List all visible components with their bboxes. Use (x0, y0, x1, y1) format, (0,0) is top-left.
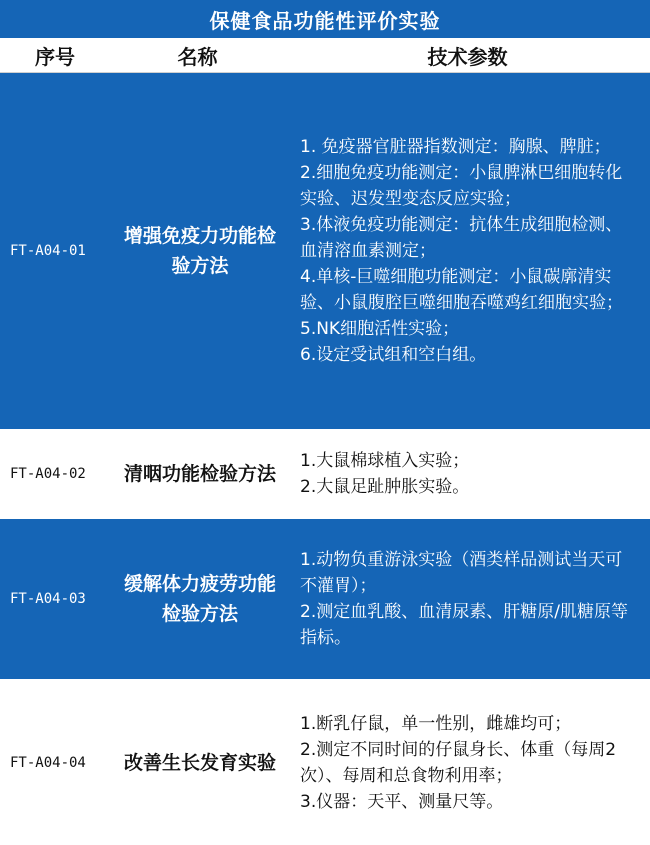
param-line: 3.仪器：天平、测量尺等。 (300, 792, 504, 812)
table-row (0, 681, 650, 845)
row-params (290, 448, 650, 500)
param-line: 1.大鼠棉球植入实验； (300, 451, 470, 471)
param-line: 1.断乳仔鼠，单一性别，雌雄均可； (300, 714, 572, 734)
header-params: 技术参数 (427, 44, 508, 69)
param-line: 6.设定受试组和空白组。 (300, 345, 487, 365)
param-line: 4.单核-巨噬细胞功能测定：小鼠碳廓清实验、小鼠腹腔巨噬细胞吞噬鸡红细胞实验； (300, 267, 623, 313)
row-name: 缓解体力疲劳功能检验方法 (124, 573, 277, 625)
row-code: FT-A04-02 (10, 466, 86, 482)
param-line: 2.大鼠足趾肿胀实验。 (300, 477, 470, 497)
row-name: 增强免疫力功能检验方法 (124, 225, 277, 277)
table-header-row (0, 38, 650, 73)
row-code: FT-A04-01 (10, 243, 86, 259)
table-row (0, 431, 650, 517)
param-line: 3.体液免疫功能测定：抗体生成细胞检测、血清溶血素测定； (300, 215, 623, 261)
row-params (290, 547, 650, 651)
param-line: 2.细胞免疫功能测定：小鼠脾淋巴细胞转化实验、迟发型变态反应实验； (300, 163, 623, 209)
row-params (290, 711, 650, 815)
header-name: 名称 (177, 44, 218, 69)
param-line: 5.NK细胞活性实验； (300, 319, 460, 339)
row-name: 改善生长发育实验 (124, 752, 277, 774)
header-code: 序号 (35, 44, 75, 69)
param-line: 1. 免疫器官脏器指数测定：胸腺、脾脏； (300, 137, 611, 157)
param-line: 2.测定不同时间的仔鼠身长、体重（每周2次）、每周和总食物利用率； (300, 740, 617, 786)
param-line: 2.测定血乳酸、血清尿素、肝糖原/肌糖原等指标。 (300, 602, 628, 648)
table-row (0, 519, 650, 679)
param-line: 1.动物负重游泳实验（酒类样品测试当天可不灌胃）； (300, 550, 623, 596)
row-code: FT-A04-04 (10, 755, 86, 771)
row-code: FT-A04-03 (10, 591, 86, 607)
table-title: 保健食品功能性评价实验 (0, 0, 650, 38)
table-row (0, 73, 650, 429)
row-params (290, 134, 650, 368)
row-name: 清咽功能检验方法 (124, 463, 277, 485)
